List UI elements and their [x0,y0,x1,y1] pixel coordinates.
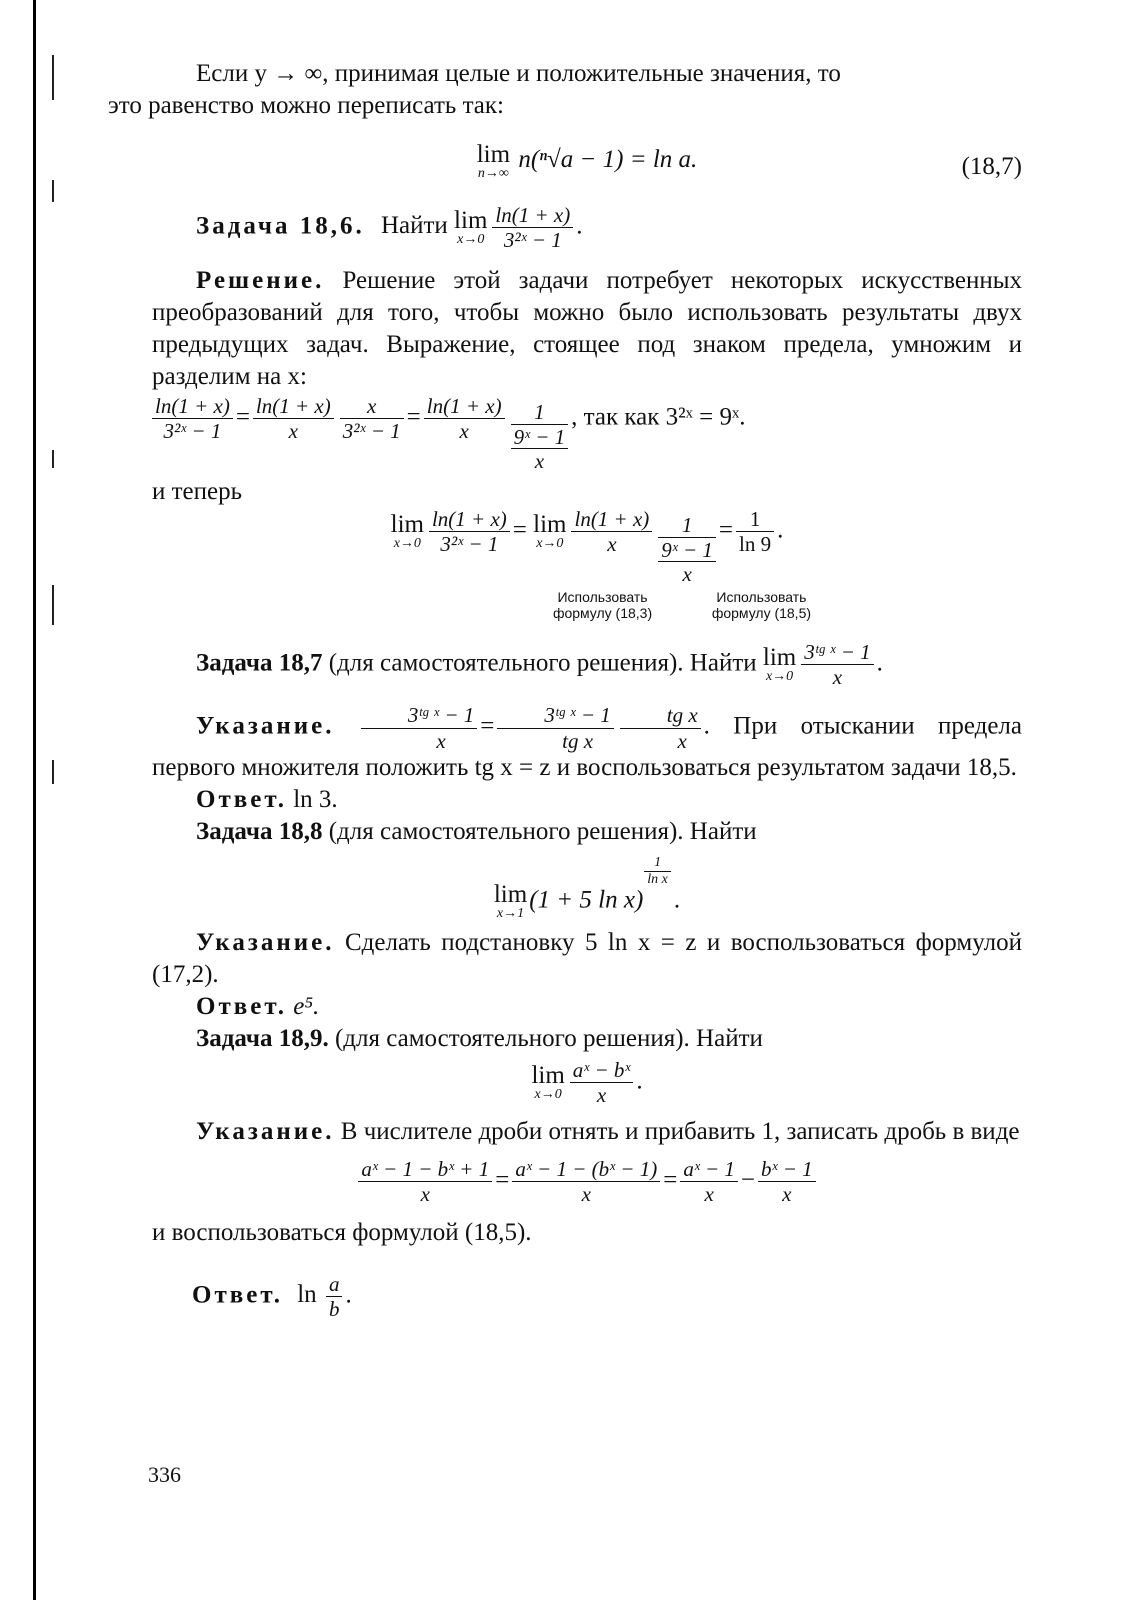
hint-18-7: Указание. $\frac{\text{3ᵗᵍ ˣ − 1}}{x}$ = $\frac{\text{3ᵗᵍ ˣ − 1}}{\text{tg x}}$ $\frac{\text{tg x}}{x}$ . При отыскании предела первого множителя положить tg x = z и воспользоваться результатом задачи 18,5. [152,703,1022,781]
hint-text: В числителе дроби отнять и прибавить 1, записать дробь в виде [340,1118,1020,1146]
limit-operator: lim x→0 [390,511,424,552]
fraction: $\frac{\text{tg x}}{x}$ [620,704,701,751]
limit-operator: lim n→∞ [476,141,511,181]
text-line: это равенство можно переписать так: [108,92,504,119]
fraction: $\frac{1}{\ln 9}$ [736,508,774,555]
answer-label: Ответ. [196,993,287,1021]
fraction: $\frac{\text{3ᵗᵍ ˣ − 1}}{x}$ [801,641,873,688]
answer-label: Ответ. [192,1281,283,1309]
problem-label: Задача 18,9. [196,1025,329,1053]
exponent-fraction: $\frac{1}{\text{ln x}}$ [644,856,671,888]
text-line: Если y → ∞, принимая целые и положительные значения, то [196,60,841,87]
answer-18-8 [152,991,1022,1023]
answer-value: ln 3. [293,785,338,813]
equation-expression: n(ⁿ√a − 1) = ln a. [518,146,698,174]
note-formula-18-3: Использовать формулу (18,3) [552,589,653,622]
hint-label: Указание. [196,712,335,740]
fraction: $\frac{\text{aˣ − bˣ}}{x}$ [570,1059,634,1106]
answer-ln: ln [297,1281,317,1309]
hint-18-8 [152,927,1022,991]
fraction: $\frac{a}{b}$ [326,1273,343,1320]
hint-text: Сделать подстановку 5 ln x = z и воспользоваться формулой (17,2). [152,929,1022,989]
solution-label: Решение. [196,267,325,295]
page-content [108,52,1022,1322]
problem-18-7: Задача 18,7 (для самостоятельного решения). Найти lim x→0 $\frac{\text{3ᵗᵍ ˣ − 1}}{x}$ . [196,640,883,690]
compound-fraction: 1 9ˣ − 1 x [658,514,716,585]
note-formula-18-5: Использовать формулу (18,5) [711,589,812,622]
fraction: $\frac{\text{aˣ − 1 − (bˣ − 1)}}{x}$ [512,1158,660,1205]
problem-18-9 [152,1023,1022,1055]
margin-mark [52,55,54,100]
fraction: $\frac{\text{aˣ − 1 − bˣ + 1}}{x}$ [358,1158,492,1205]
fraction: $\frac{\ln(1 + x)}{x}$ [253,395,334,442]
limit-equation-18-9: lim x→0 $\frac{\text{aˣ − bˣ}}{x}$ . [531,1058,643,1108]
hint-label: Указание. [196,1118,335,1146]
page-number: 336 [148,1462,181,1487]
solution-tail: , так как 3²ˣ = 9ˣ. [571,403,746,431]
fraction: $\frac{\text{aˣ − 1}}{x}$ [680,1158,738,1205]
limit-operator: lim x→0 [533,511,567,552]
problem-18-6: Задача 18,6. Найти lim x→0 $\frac{\ln(1 + x)}{\text{3²ˣ − 1}}$ . [196,203,583,253]
margin-mark [52,180,54,202]
problem-label: Задача 18,8 [196,817,323,845]
answer-18-7 [152,784,1022,816]
hint-18-9 [152,1116,1022,1148]
margin-mark [52,760,54,784]
page-edge [33,0,36,1600]
hint-label: Указание. [196,929,335,957]
margin-mark [52,450,54,468]
text-use-formula: и воспользоваться формулой (18,5). [152,1219,532,1247]
limit-operator: lim x→1 [493,881,528,922]
equation-number: (18,7) [961,153,1022,180]
limit-operator: lim x→0 [454,207,488,248]
answer-18-9: Ответ. ln $\frac{a}{b}$ . [192,1272,352,1322]
problem-text: Найти [380,212,448,240]
solution-equation: $\frac{\ln(1 + x)}{\text{3²ˣ − 1}}$ = $\frac{\ln(1 + x)}{x}$ $\frac{x}{\text{3²ˣ − 1}}$ = $\frac{\ln(1 + x)}{x}$ 1 9ˣ − 1 x , так как 3²ˣ = 9ˣ. [152,395,1022,472]
fraction: $\frac{\text{bˣ − 1}}{x}$ [758,1158,816,1205]
fraction: $\frac{\ln(1 + x)}{\text{3²ˣ − 1}}$ [492,204,573,251]
limit-equation: lim x→0 $\frac{\ln(1 + x)}{\text{3²ˣ − 1}}$ = lim x→0 $\frac{\ln(1 + x)}{x}$ 1 9ˣ − 1 x = $\frac{1}{\ln 9}$ . [390,507,784,587]
fraction: $\frac{\ln(1 + x)}{x}$ [571,508,652,555]
problem-label: Задача 18,7 [196,649,323,677]
margin-mark [52,585,54,625]
problem-label: Задача 18,6. [196,212,365,240]
fraction: $\frac{\ln(1 + x)}{\text{3²ˣ − 1}}$ [429,508,510,555]
usage-notes [152,589,1022,621]
equation-18-7 [152,142,1022,192]
fraction: $\frac{\text{3ᵗᵍ ˣ − 1}}{x}$ [361,704,477,751]
problem-text: (для самостоятельного решения). Найти [334,1025,763,1053]
fraction: $\frac{\text{3ᵗᵍ ˣ − 1}}{\text{tg x}}$ [497,704,613,751]
text-and-now: и теперь [152,478,243,506]
solution-text: Решение этой задачи потребует некоторых искусственных преобразований для того, чтобы можно было использовать результаты двух предыдущих задач. Выражение, стоящее под знаком предела, умножим и разделим на x: [152,267,1022,391]
fraction: $\frac{x}{\text{3²ˣ − 1}}$ [340,395,404,442]
problem-18-8 [152,816,1022,848]
paragraph-intro [108,58,1022,122]
limit-equation-18-8: lim x→1 (1 + 5 ln x) $\frac{1}{\text{ln x}}$ . [493,854,681,922]
solution-paragraph [152,265,1022,393]
problem-text: (для самостоятельного решения). Найти [328,649,757,677]
fraction: $\frac{\ln(1 + x)}{x}$ [424,395,505,442]
compound-fraction: 1 9ˣ − 1 x [511,401,569,472]
decomposition-equation: $\frac{\text{aˣ − 1 − bˣ + 1}}{x}$ = $\frac{\text{aˣ − 1 − (bˣ − 1)}}{x}$ = $\frac{\text{aˣ − 1}}{x}$ − $\frac{\text{bˣ − 1}}{x}$ [152,1158,1022,1205]
fraction: $\frac{\ln(1 + x)}{\text{3²ˣ − 1}}$ [152,395,233,442]
hint-text: . При отыскании предела первого множителя положить tg x = z и воспользоваться результатом задачи 18,5. [152,712,1022,781]
limit-operator: lim x→0 [762,644,797,685]
limit-base: (1 + 5 ln x) [529,886,644,914]
answer-value: e⁵. [293,993,320,1021]
problem-text: (для самостоятельного решения). Найти [328,817,757,845]
limit-operator: lim x→0 [531,1062,565,1103]
answer-label: Ответ. [196,785,287,813]
